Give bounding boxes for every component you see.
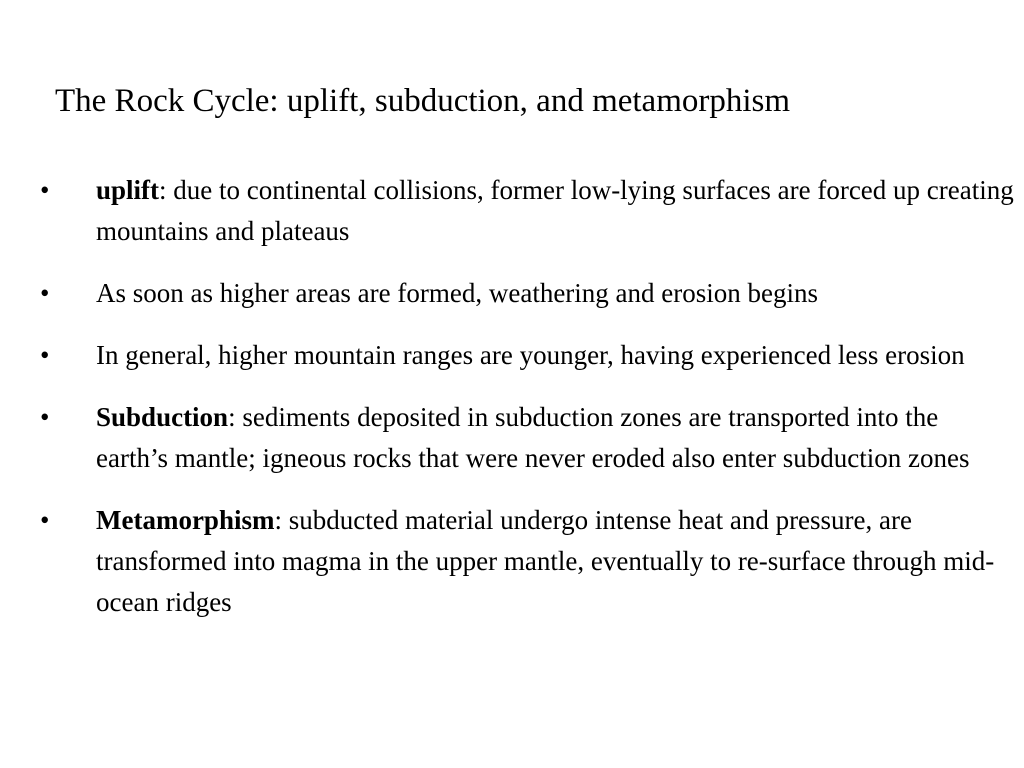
bullet-term: uplift xyxy=(96,175,160,205)
bullet-marker: • xyxy=(40,278,50,308)
bullet-item-subduction xyxy=(40,397,1015,479)
bullet-text xyxy=(96,175,1014,246)
bullet-item-metamorphism xyxy=(40,500,1015,623)
bullet-marker: • xyxy=(40,505,50,535)
bullet-item-mountain-age xyxy=(40,335,1015,376)
bullet-list xyxy=(40,170,1015,644)
bullet-description: : due to continental collisions, former low-lying surfaces are forced up creating mountains and plateaus xyxy=(96,175,1014,246)
bullet-item-weathering xyxy=(40,273,1015,314)
bullet-text xyxy=(96,340,965,370)
bullet-description: In general, higher mountain ranges are younger, having experienced less erosion xyxy=(96,340,965,370)
bullet-term: Metamorphism xyxy=(96,505,275,535)
slide-title: The Rock Cycle: uplift, subduction, and metamorphism xyxy=(55,83,791,119)
bullet-description: : subducted material undergo intense heat and pressure, are transformed into magma in the upper mantle, eventually to re-surface through mid-ocean ridges xyxy=(96,505,995,617)
bullet-item-uplift xyxy=(40,170,1015,252)
bullet-text xyxy=(96,402,969,473)
bullet-term: Subduction xyxy=(96,402,229,432)
bullet-marker: • xyxy=(40,175,50,205)
bullet-marker: • xyxy=(40,340,50,370)
bullet-marker: • xyxy=(40,402,50,432)
bullet-description: As soon as higher areas are formed, weathering and erosion begins xyxy=(96,278,819,308)
bullet-text xyxy=(96,278,818,308)
bullet-description: : sediments deposited in subduction zones are transported into the earth’s mantle; igneous rocks that were never eroded also enter subduction zones xyxy=(96,402,970,473)
bullet-text xyxy=(96,505,994,617)
